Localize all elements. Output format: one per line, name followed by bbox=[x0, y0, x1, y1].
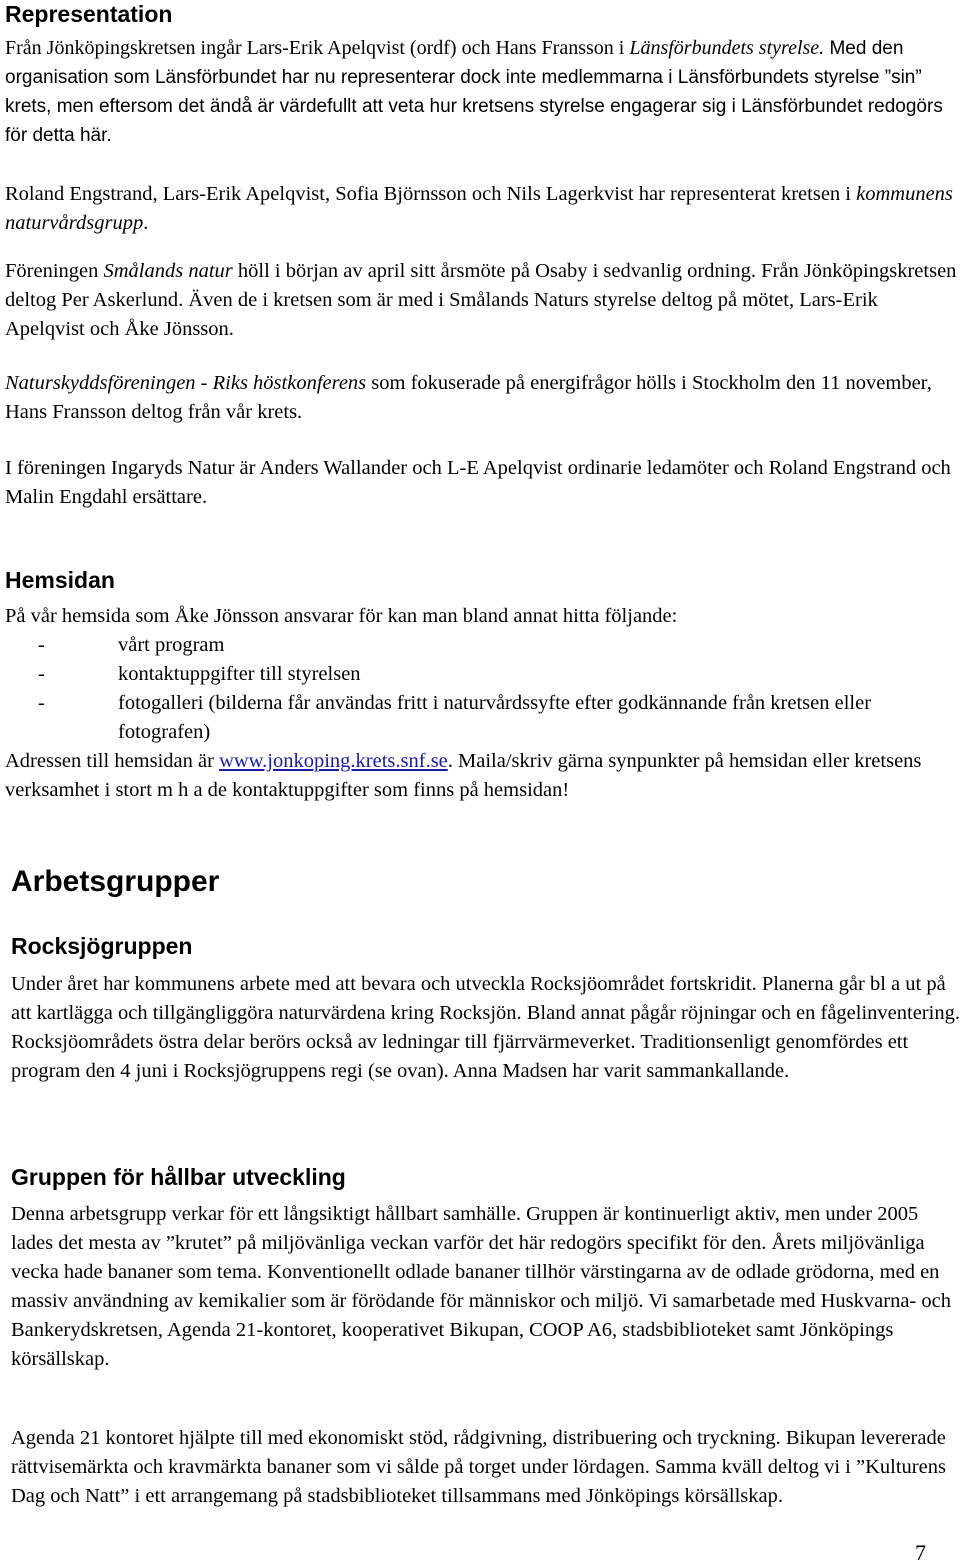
paragraph-hallbar-1: Denna arbetsgrupp verkar för ett långsiktigt hållbart samhälle. Gruppen är kontinuerligt aktiv, men under 2005 lades det mesta av ”krutet” på miljövänliga veckan varför det här redogörs specifikt för den. Årets miljövänliga vecka hade bananer som tema. Konventionellt odlade bananer tillhör värstingarna av de odlade grödorna, med en massiv användning av kemikalier som är förödande för människor och miljö. Vi samarbetade med Huskvarna- och Bankerydskretsen, Agenda 21-kontoret, kooperativet Bikupan, COOP A6, stadsbiblioteket samt Jönköpings körsällskap. bbox=[11, 1203, 951, 1370]
hemsidan-content bbox=[5, 602, 960, 805]
list-item: - kontaktuppgifter till styrelsen bbox=[38, 663, 361, 685]
page-number: 7 bbox=[915, 1540, 926, 1565]
paragraph-representation-3: Föreningen Smålands natur höll i början av april sitt årsmöte på Osaby i sedvanlig ordning. Från Jönköpingskretsen deltog Per Askerlund. Även de i kretsen som är med i Smålands Naturs styrelse deltog på mötet, Lars-Erik Apelqvist och Åke Jönsson. bbox=[5, 260, 957, 340]
paragraph-representation-4: Naturskyddsföreningen - Riks höstkonferens som fokuserade på energifrågor hölls i Stockholm den 11 november, Hans Fransson deltog från vår krets. bbox=[5, 372, 932, 423]
hemsidan-address: Adressen till hemsidan är www.jonkoping.krets.snf.se. Maila/skriv gärna synpunkter på hemsidan eller kretsens verksamhet i stort m h a de kontaktuppgifter som finns på hemsidan! bbox=[5, 750, 922, 801]
paragraph-representation-2: Roland Engstrand, Lars-Erik Apelqvist, Sofia Björnsson och Nils Lagerkvist har representerat kretsen i kommunens naturvårdsgrupp. bbox=[5, 183, 953, 234]
paragraph-hallbar-2: Agenda 21 kontoret hjälpte till med ekonomiskt stöd, rådgivning, distribuering och tryckning. Bikupan levererade rättvisemärkta och kravmärkta bananer som vi sålde på torget under lördagen. Samma kväll deltog vi i ”Kulturens Dag och Natt” i ett arrangemang på stadsbiblioteket tillsammans med Jönköpings körsällskap. bbox=[11, 1427, 946, 1507]
hemsidan-intro: På vår hemsida som Åke Jönsson ansvarar för kan man bland annat hitta följande: bbox=[5, 605, 678, 627]
paragraph-representation-1: Från Jönköpingskretsen ingår Lars-Erik Apelqvist (ordf) och Hans Fransson i Länsförbundets styrelse. Med den organisation som Länsförbundet har nu representerar dock inte medlemmarna i Länsförbundets styrelse ”sin” krets, men eftersom det ändå är värdefullt att veta hur kretsens styrelse engagerar sig i Länsförbundet redogörs för detta här. bbox=[5, 37, 943, 146]
section-heading-representation: Representation bbox=[5, 1, 173, 27]
list-item: - vårt program bbox=[38, 634, 225, 656]
subsection-heading-hallbar-utveckling: Gruppen för hållbar utveckling bbox=[11, 1164, 346, 1190]
hemsidan-list bbox=[5, 631, 960, 747]
section-heading-hemsidan: Hemsidan bbox=[5, 567, 115, 593]
section-heading-arbetsgrupper: Arbetsgrupper bbox=[11, 865, 220, 898]
list-item: - fotogalleri (bilderna får användas fritt i naturvårdssyfte efter godkännande från kretsen eller fotografen) bbox=[38, 692, 872, 743]
subsection-heading-rocksjogruppen: Rocksjögruppen bbox=[11, 933, 193, 959]
website-link[interactable]: www.jonkoping.krets.snf.se bbox=[219, 750, 448, 772]
paragraph-rocksjogruppen: Under året har kommunens arbete med att bevara och utveckla Rocksjöområdet fortskridit. Planerna går bl a ut på att kartlägga och tillgängliggöra naturvärdena kring Rocksjön. Bland annat pågår röjningar och en fågelinventering. Rocksjöområdets östra delar berörs också av ledningar till fjärrvärmeverket. Traditionsenligt genomfördes ett program den 4 juni i Rocksjögruppens regi (se ovan). Anna Madsen har varit sammankallande. bbox=[11, 973, 960, 1082]
paragraph-representation-5: I föreningen Ingaryds Natur är Anders Wallander och L-E Apelqvist ordinarie ledamöter och Roland Engstrand och Malin Engdahl ersättare. bbox=[5, 457, 951, 508]
